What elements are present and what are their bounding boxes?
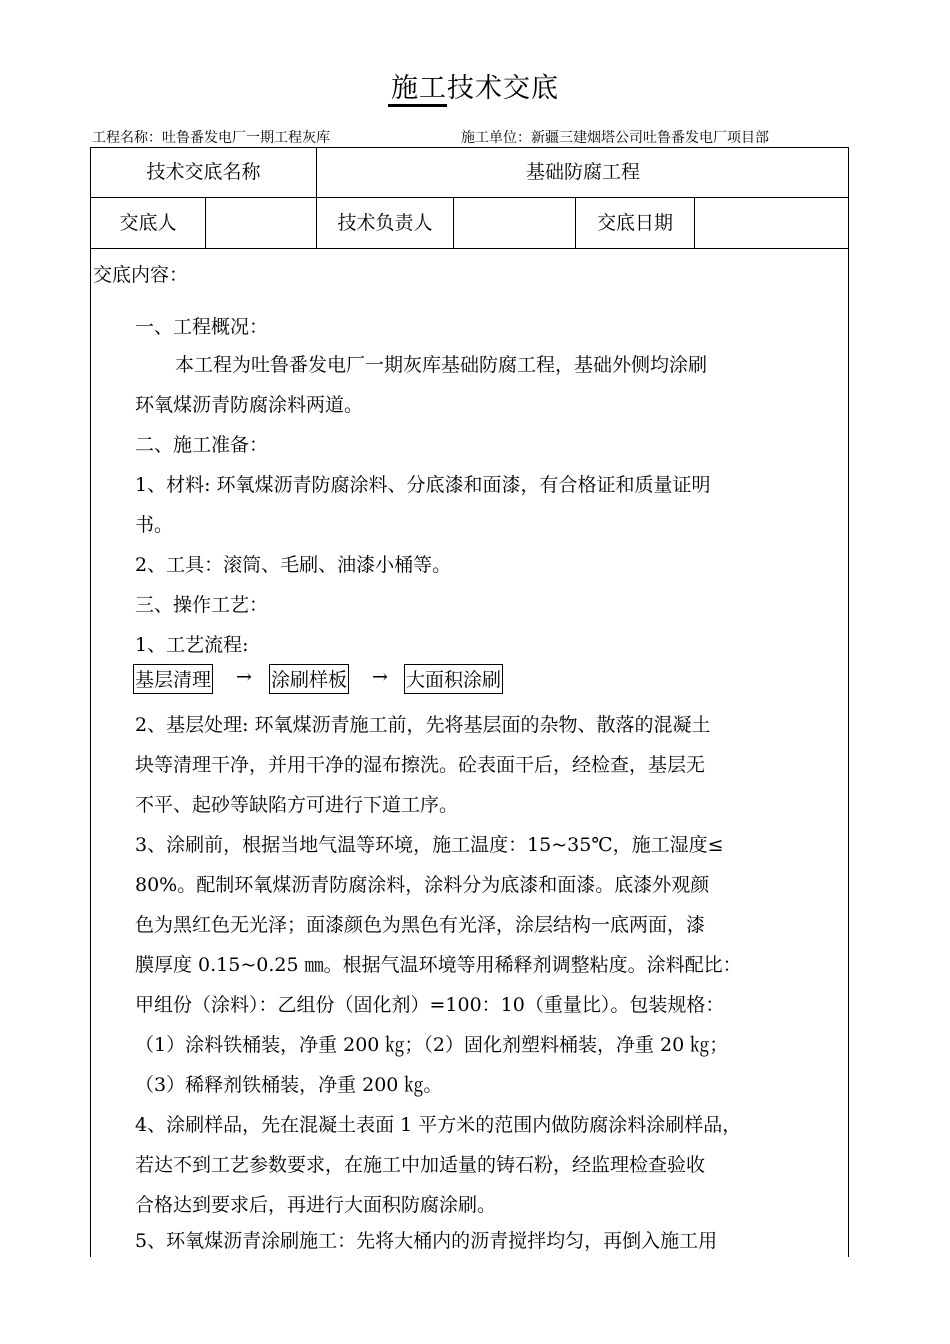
- paragraph-line: （1）涂料铁桶装，净重 200 ㎏；（2）固化剂塑料桶装，净重 20 ㎏；: [135, 1034, 729, 1056]
- content-heading: 交底内容：: [93, 264, 189, 286]
- paragraph-line: 环氧煤沥青防腐涂料两道。: [135, 394, 364, 416]
- paragraph-line: 块等清理干净，并用干净的湿布擦洗。砼表面干后，经检查，基层无: [135, 754, 706, 776]
- paragraph-line: 色为黑红色无光泽；面漆颜色为黑色有光泽，涂层结构一底两面，漆: [135, 914, 706, 936]
- paragraph-line: 本工程为吐鲁番发电厂一期灰库基础防腐工程，基础外侧均涂刷: [175, 354, 708, 376]
- flow-arrow-icon: →: [372, 666, 388, 688]
- table-row-divider: [90, 248, 849, 249]
- table-col-divider: [694, 197, 695, 248]
- paragraph-line: 2、基层处理: 环氧煤沥青施工前，先将基层面的杂物、散落的混凝土: [135, 714, 711, 736]
- document-title: 施工技术交底: [391, 73, 559, 104]
- project-name: 工程名称：吐鲁番发电厂一期工程灰库: [92, 130, 330, 146]
- paragraph-line: （3）稀释剂铁桶装，净重 200 ㎏。: [135, 1074, 443, 1096]
- flow-step-full-coating: 大面积涂刷: [404, 664, 503, 694]
- paragraph-line: 若达不到工艺参数要求，在施工中加适量的铸石粉，经监理检查验收: [135, 1154, 706, 1176]
- paragraph-line: 5、环氧煤沥青涂刷施工：先将大桶内的沥青搅拌均匀，再倒入施工用: [135, 1230, 718, 1252]
- paragraph-line: 80%。配制环氧煤沥青防腐涂料，涂料分为底漆和面漆。底漆外观颜: [135, 874, 710, 896]
- contractor-name: 施工单位：新疆三建烟塔公司吐鲁番发电厂项目部: [461, 130, 769, 146]
- table-col-divider: [205, 197, 206, 248]
- paragraph-line: 书。: [135, 514, 174, 536]
- presenter-label: 交底人: [119, 212, 177, 234]
- paragraph-line: 1、材料: 环氧煤沥青防腐涂料、分底漆和面漆，有合格证和质量证明: [135, 474, 711, 496]
- tech-lead-label: 技术负责人: [337, 212, 433, 234]
- flow-step-base-cleaning: 基层清理: [133, 664, 213, 694]
- disclosure-date-label: 交底日期: [596, 212, 673, 234]
- section-heading: 一、工程概况：: [135, 316, 269, 338]
- title-underline: [388, 104, 447, 107]
- flow-arrow-icon: →: [236, 666, 252, 688]
- paragraph-line: 3、涂刷前，根据当地气温等环境，施工温度：15~35℃，施工湿度≤: [135, 834, 724, 856]
- paragraph-line: 合格达到要求后，再进行大面积防腐涂刷。: [135, 1194, 497, 1216]
- disclosure-name-label: 技术交底名称: [146, 161, 261, 183]
- paragraph-line: 1、工艺流程:: [135, 634, 249, 656]
- table-col-divider: [453, 197, 454, 248]
- flow-step-sample-coating: 涂刷样板: [269, 664, 349, 694]
- paragraph-line: 不平、起砂等缺陷方可进行下道工序。: [135, 794, 459, 816]
- disclosure-name-value: 基础防腐工程: [525, 161, 640, 183]
- paragraph-line: 4、涂刷样品，先在混凝土表面 1 平方米的范围内做防腐涂料涂刷样品，: [135, 1114, 742, 1136]
- paragraph-line: 2、工具：滚筒、毛刷、油漆小桶等。: [135, 554, 452, 576]
- paragraph-line: 甲组份（涂料）：乙组份（固化剂）=100：10（重量比）。包装规格：: [135, 994, 725, 1016]
- paragraph-line: 膜厚度 0.15~0.25 ㎜。根据气温环境等用稀释剂调整粘度。涂料配比：: [135, 954, 742, 976]
- section-heading: 三、操作工艺：: [135, 594, 269, 616]
- table-row-divider: [90, 197, 849, 198]
- section-heading: 二、施工准备：: [135, 434, 269, 456]
